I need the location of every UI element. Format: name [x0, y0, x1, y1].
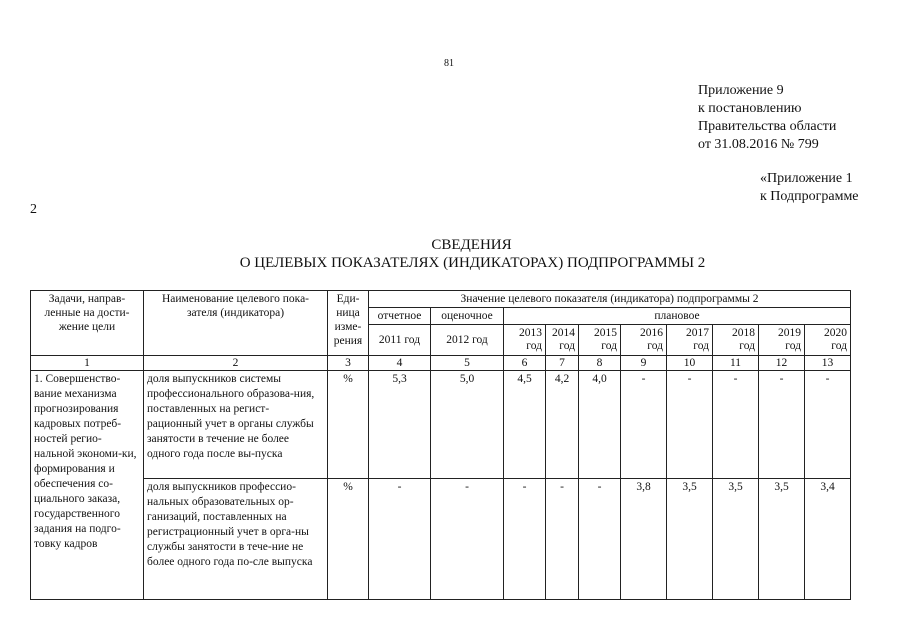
sub-appendix-line: «Приложение 1	[760, 171, 853, 186]
header-year-2016: 2016 год	[621, 325, 667, 356]
value-cell: -	[713, 371, 759, 479]
value-cell: -	[667, 371, 713, 479]
sub-appendix-header	[760, 170, 859, 206]
indicators-table	[30, 290, 851, 600]
value-cell: 5,0	[431, 371, 504, 479]
value-cell: -	[504, 479, 546, 600]
indicator-name-cell: доля выпускников системы профессионального образова-ния, поставленных на регист-рационный учет в органы службы занятости в течение не более одного года после вы-пуска	[144, 371, 328, 479]
column-number: 1	[31, 356, 144, 371]
column-number: 7	[546, 356, 579, 371]
sub-appendix-line: к Подпрограмме	[760, 189, 859, 204]
header-estimated: оценочное	[431, 308, 504, 325]
document-title	[0, 236, 905, 272]
column-number-row	[31, 356, 851, 371]
header-planned: плановое	[504, 308, 851, 325]
value-cell: 5,3	[369, 371, 431, 479]
value-cell: -	[546, 479, 579, 600]
value-cell: 3,5	[759, 479, 805, 600]
value-cell: -	[369, 479, 431, 600]
value-cell: 3,8	[621, 479, 667, 600]
appendix-header	[698, 82, 836, 154]
header-year-2020: 2020 год	[805, 325, 851, 356]
table-row	[31, 479, 851, 600]
indicator-name-cell: доля выпускников профессио-нальных образовательных ор-ганизаций, поставленных на регистрационный учет в орга-ны службы занятости в тече-ние не более одного года по-сле выпуска	[144, 479, 328, 600]
header-unit: Еди-ница изме-рения	[328, 291, 369, 356]
appendix-line: от 31.08.2016 № 799	[698, 137, 819, 152]
column-number: 2	[144, 356, 328, 371]
header-year-2013: 2013 год	[504, 325, 546, 356]
column-number: 12	[759, 356, 805, 371]
title-line-1: СВЕДЕНИЯ	[431, 237, 512, 253]
value-cell: 3,5	[667, 479, 713, 600]
column-number: 4	[369, 356, 431, 371]
value-cell: -	[621, 371, 667, 479]
column-number: 9	[621, 356, 667, 371]
header-year-2012: 2012 год	[431, 325, 504, 356]
column-number: 5	[431, 356, 504, 371]
value-cell: -	[759, 371, 805, 479]
side-number: 2	[30, 202, 37, 217]
column-number: 6	[504, 356, 546, 371]
unit-cell: %	[328, 479, 369, 600]
header-reporting: отчетное	[369, 308, 431, 325]
column-number: 11	[713, 356, 759, 371]
header-year-2018: 2018 год	[713, 325, 759, 356]
appendix-line: Правительства области	[698, 119, 837, 134]
appendix-line: к постановлению	[698, 101, 802, 116]
value-cell: 4,0	[579, 371, 621, 479]
value-cell: 4,5	[504, 371, 546, 479]
value-cell: 4,2	[546, 371, 579, 479]
column-number: 13	[805, 356, 851, 371]
header-year-2011: 2011 год	[369, 325, 431, 356]
value-cell: -	[805, 371, 851, 479]
value-cell: -	[579, 479, 621, 600]
appendix-line: Приложение 9	[698, 83, 784, 98]
header-year-2014: 2014 год	[546, 325, 579, 356]
value-cell: 3,4	[805, 479, 851, 600]
header-tasks: Задачи, направ-ленные на дости-жение цели	[31, 291, 144, 356]
header-year-2015: 2015 год	[579, 325, 621, 356]
title-line-2: О ЦЕЛЕВЫХ ПОКАЗАТЕЛЯХ (ИНДИКАТОРАХ) ПОДПРОГРАММЫ 2	[239, 255, 706, 271]
unit-cell: %	[328, 371, 369, 479]
header-indicator-name: Наименование целевого пока-зателя (индикатора)	[144, 291, 328, 356]
page-number: 81	[444, 58, 454, 69]
header-year-2017: 2017 год	[667, 325, 713, 356]
table-row	[31, 371, 851, 479]
header-value-group: Значение целевого показателя (индикатора) подпрограммы 2	[369, 291, 851, 308]
value-cell: 3,5	[713, 479, 759, 600]
header-year-2019: 2019 год	[759, 325, 805, 356]
value-cell: -	[431, 479, 504, 600]
column-number: 3	[328, 356, 369, 371]
task-cell: 1. Совершенство-вание механизма прогнозирования кадровых потреб-ностей регио-нальной экономи-ки, формирования и обеспечения со-циального заказа, государственного задания на подго-товку кадров	[31, 371, 144, 600]
column-number: 10	[667, 356, 713, 371]
column-number: 8	[579, 356, 621, 371]
